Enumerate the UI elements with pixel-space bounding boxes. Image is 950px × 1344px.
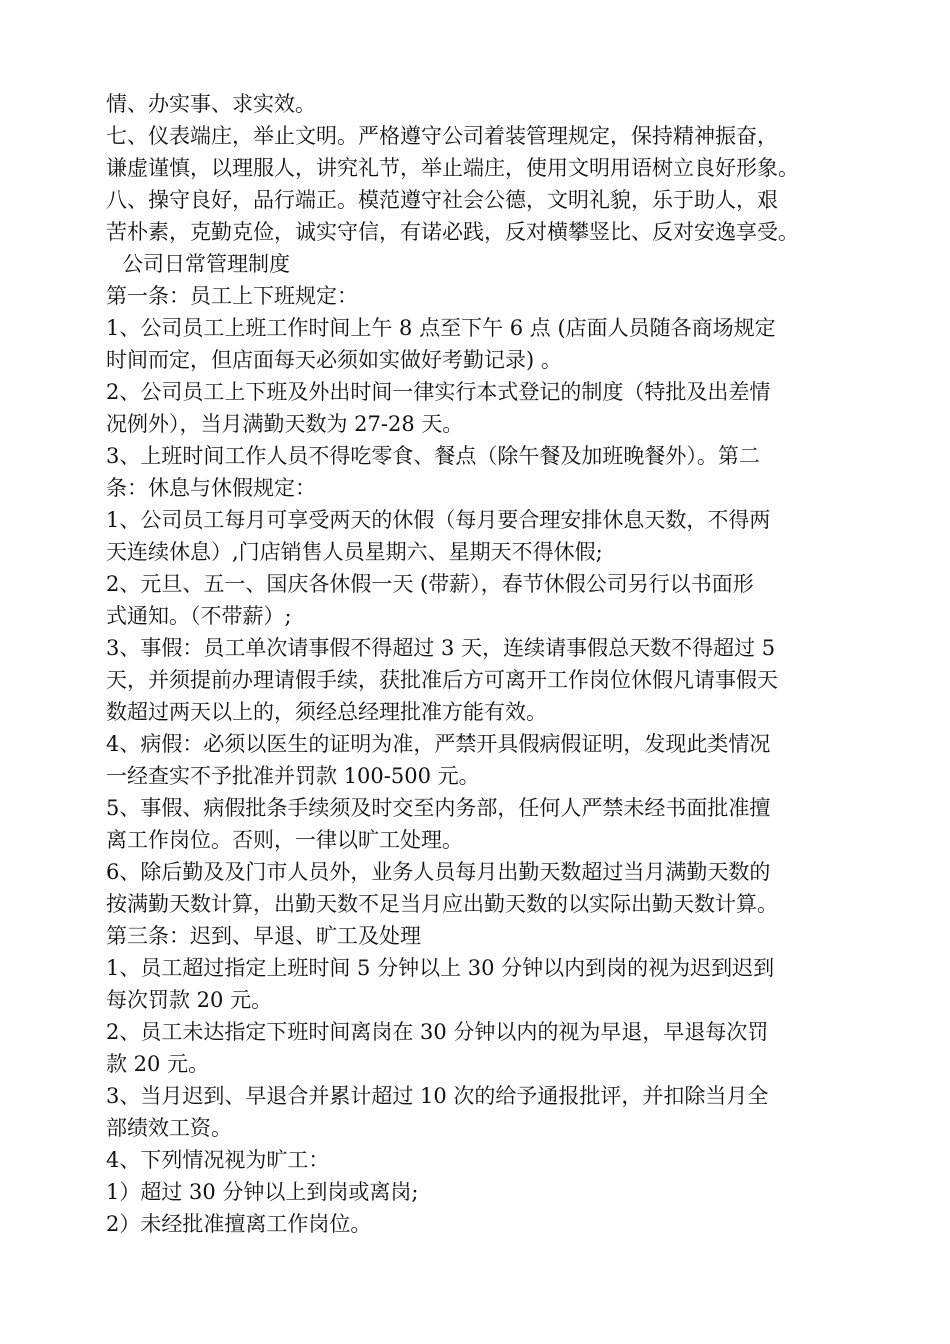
section-heading: 公司日常管理制度 <box>122 252 290 276</box>
text-line: 2）未经批准擅离工作岗位。 <box>106 1212 372 1236</box>
text-line: 条：休息与休假规定： <box>106 476 316 500</box>
text-line: 谦虚谨慎，以理服人，讲究礼节，举止端庄，使用文明用语树立良好形象。 <box>106 156 799 180</box>
text-line: 5、事假、病假批条手续须及时交至内务部，任何人严禁未经书面批准擅 <box>106 796 771 820</box>
text-line: 天，并须提前办理请假手续，获批准后方可离开工作岗位休假凡请事假天 <box>106 668 778 692</box>
article-heading: 第一条：员工上下班规定： <box>106 284 358 308</box>
text-line: 苦朴素，克勤克俭，诚实守信，有诺必践，反对横攀竖比、反对安逸享受。 <box>106 220 799 244</box>
text-line: 况例外），当月满勤天数为 27-28 天。 <box>106 412 464 436</box>
text-line: 1、公司员工每月可享受两天的休假（每月要合理安排休息天数，不得两 <box>106 508 771 532</box>
text-line: 八、操守良好，品行端正。模范遵守社会公德，文明礼貌，乐于助人，艰 <box>106 188 778 212</box>
text-line: 4、病假：必须以医生的证明为准，严禁开具假病假证明，发现此类情况 <box>106 732 771 756</box>
text-line: 1）超过 30 分钟以上到岗或离岗; <box>106 1180 419 1204</box>
text-line: 3、事假：员工单次请事假不得超过 3 天，连续请事假总天数不得超过 5 <box>106 636 776 660</box>
text-line: 款 20 元。 <box>106 1052 210 1076</box>
text-line: 4、下列情况视为旷工： <box>106 1148 330 1172</box>
text-line: 部绩效工资。 <box>106 1116 232 1140</box>
text-line: 七、仪表端庄，举止文明。严格遵守公司着装管理规定，保持精神振奋， <box>106 124 778 148</box>
text-line: 3、当月迟到、早退合并累计超过 10 次的给予通报批评，并扣除当月全 <box>106 1084 769 1108</box>
text-line: 式通知。（不带薪）; <box>106 604 292 628</box>
text-line: 1、员工超过指定上班时间 5 分钟以上 30 分钟以内到岗的视为迟到迟到 <box>106 956 775 980</box>
text-line: 每次罚款 20 元。 <box>106 988 273 1012</box>
text-line: 1、公司员工上班工作时间上午 8 点至下午 6 点 (店面人员随各商场规定 <box>106 316 776 340</box>
text-line: 2、公司员工上下班及外出时间一律实行本式登记的制度（特批及出差情 <box>106 380 771 404</box>
text-line: 6、除后勤及及门市人员外，业务人员每月出勤天数超过当月满勤天数的 <box>106 860 771 884</box>
text-line: 按满勤天数计算，出勤天数不足当月应出勤天数的以实际出勤天数计算。 <box>106 892 778 916</box>
text-line: 一经查实不予批准并罚款 100-500 元。 <box>106 764 480 788</box>
text-line: 离工作岗位。否则，一律以旷工处理。 <box>106 828 463 852</box>
text-line: 2、员工未达指定下班时间离岗在 30 分钟以内的视为早退，早退每次罚 <box>106 1020 769 1044</box>
text-line: 2、元旦、五一、国庆各休假一天 (带薪），春节休假公司另行以书面形 <box>106 572 754 596</box>
text-line: 时间而定，但店面每天必须如实做好考勤记录) 。 <box>106 348 562 372</box>
text-line: 情、办实事、求实效。 <box>106 92 316 116</box>
text-line: 数超过两天以上的，须经总经理批准方能有效。 <box>106 700 547 724</box>
document-body <box>106 88 906 1240</box>
text-line: 3、上班时间工作人员不得吃零食、餐点（除午餐及加班晚餐外）。第二 <box>106 444 760 468</box>
article-heading: 第三条：迟到、早退、旷工及处理 <box>106 924 421 948</box>
text-line: 天连续休息）,门店销售人员星期六、星期天不得休假; <box>106 540 603 564</box>
